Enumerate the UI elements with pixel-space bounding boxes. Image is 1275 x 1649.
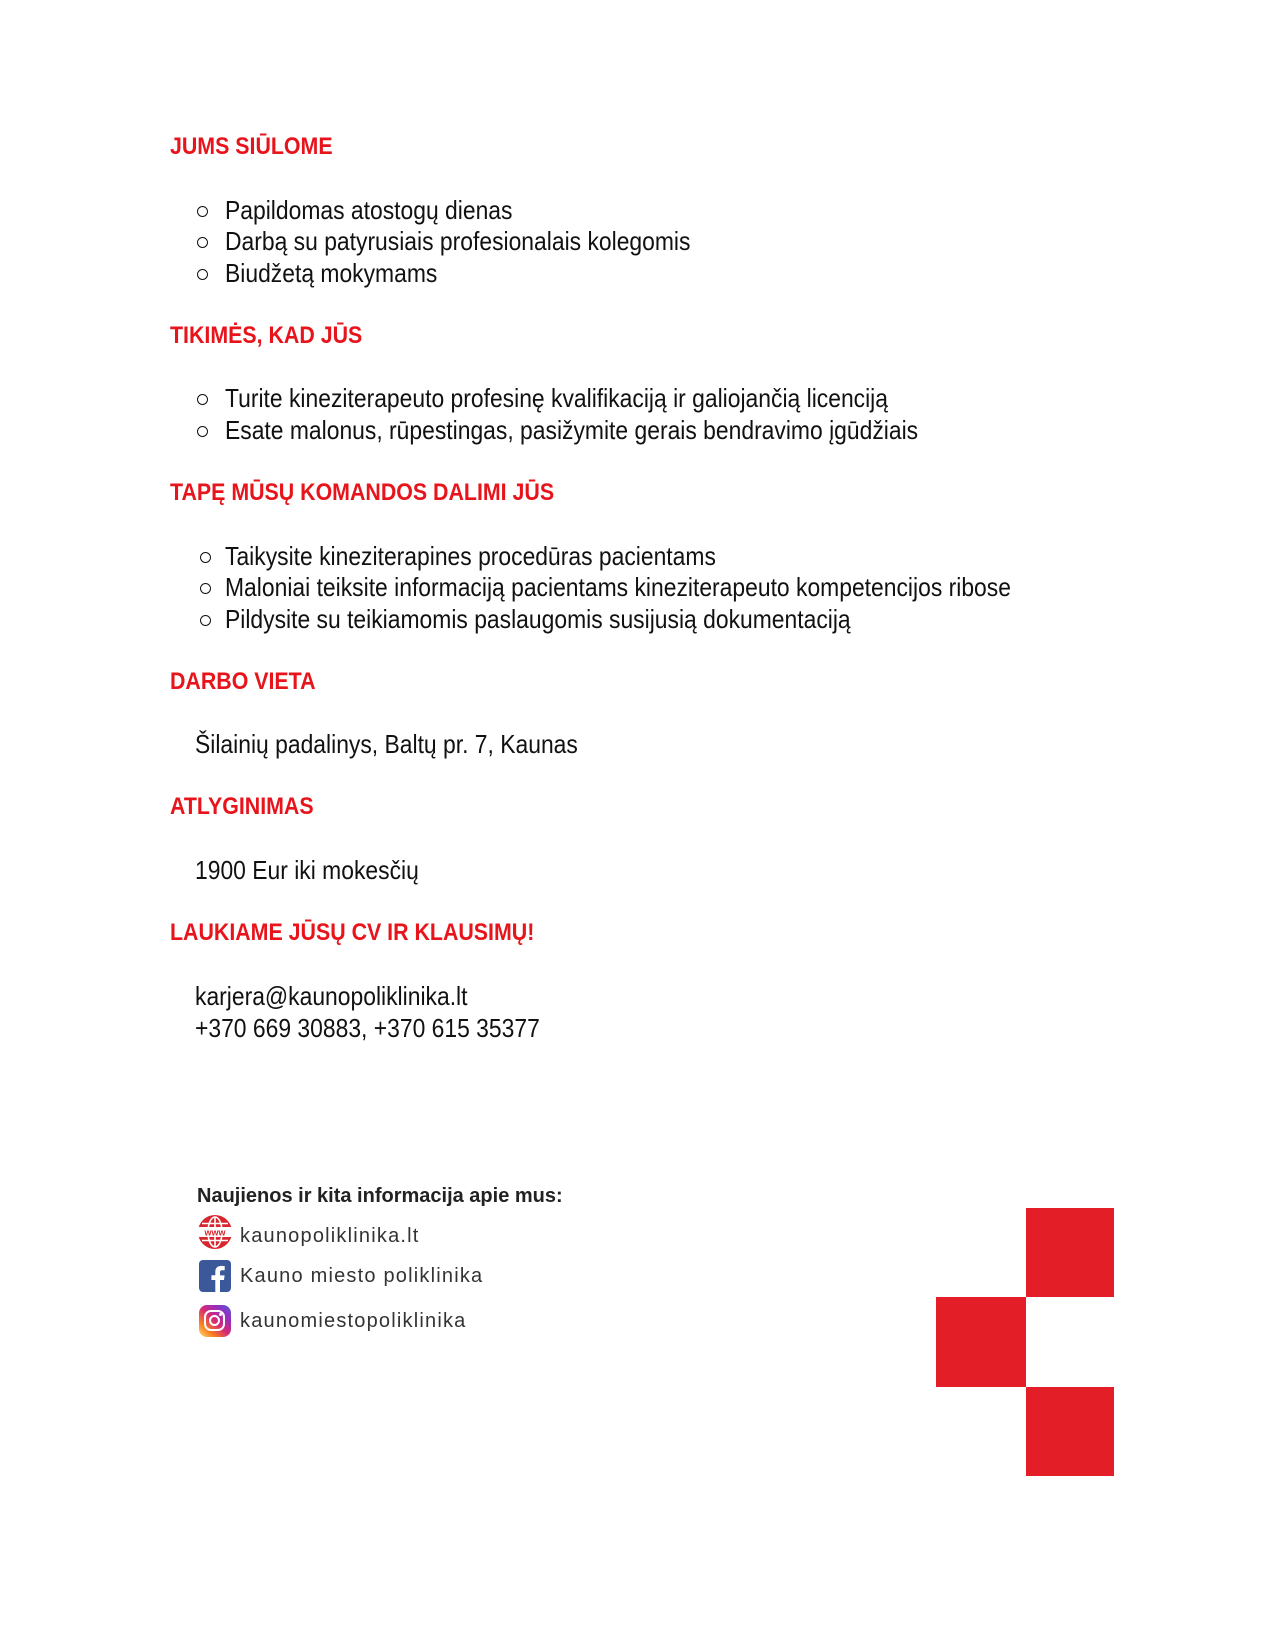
list-item-text: Taikysite kineziterapines procedūras pacientams xyxy=(225,541,716,571)
bullet-circle-icon xyxy=(197,394,208,405)
facebook-link-text: Kauno miesto poliklinika xyxy=(240,1265,484,1287)
section-heading-workplace: DARBO VIETA xyxy=(170,668,316,695)
list-item-text: Esate malonus, rūpestingas, pasižymite gerais bendravimo įgūdžiais xyxy=(225,415,919,445)
contact-phones-text: +370 669 30883, +370 615 35377 xyxy=(195,1013,540,1043)
list-item-text: Papildomas atostogų dienas xyxy=(225,195,513,225)
list-item xyxy=(225,195,552,225)
list-item xyxy=(225,415,1013,445)
facebook-icon xyxy=(199,1260,231,1292)
red-square-bottom xyxy=(1026,1387,1114,1476)
bullet-circle-icon xyxy=(200,583,211,594)
bullet-circle-icon xyxy=(200,552,211,563)
list-item-text: Turite kineziterapeuto profesinę kvalifikaciją ir galiojančią licenciją xyxy=(225,383,888,413)
bullet-circle-icon xyxy=(197,269,208,280)
bullet-circle-icon xyxy=(197,426,208,437)
section-heading-duties: TAPĘ MŪSŲ KOMANDOS DALIMI JŪS xyxy=(170,479,555,506)
footer-link-website[interactable] xyxy=(197,1214,597,1250)
contact-phones xyxy=(195,1013,587,1043)
list-item-text: Pildysite su teikiamomis paslaugomis susijusią dokumentaciją xyxy=(225,604,851,634)
www-globe-icon xyxy=(197,1214,233,1250)
list-item-text: Darbą su patyrusiais profesionalais kolegomis xyxy=(225,226,691,256)
www-icon-label: www xyxy=(204,1227,226,1238)
list-item-text: Maloniai teiksite informaciją pacientams kineziterapeuto kompetencijos ribose xyxy=(225,572,1011,602)
footer-title: Naujienos ir kita informacija apie mus: xyxy=(197,1185,563,1207)
footer-link-facebook[interactable] xyxy=(197,1260,597,1296)
workplace-address xyxy=(195,729,630,759)
list-item xyxy=(225,541,783,571)
instagram-link-text: kaunomiestopoliklinika xyxy=(240,1310,467,1332)
bullet-circle-icon xyxy=(197,206,208,217)
website-link-text: kaunopoliklinika.lt xyxy=(240,1225,420,1247)
contact-email xyxy=(195,981,505,1011)
section-heading-offer: JUMS SIŪLOME xyxy=(170,133,333,160)
list-item-text: Biudžetą mokymams xyxy=(225,258,438,288)
workplace-address-text: Šilainių padalinys, Baltų pr. 7, Kaunas xyxy=(195,729,578,759)
salary-value-text: 1900 Eur iki mokesčių xyxy=(195,855,419,885)
salary-value xyxy=(195,855,449,885)
bullet-circle-icon xyxy=(197,237,208,248)
section-heading-requirements: TIKIMĖS, KAD JŪS xyxy=(170,322,363,349)
list-item xyxy=(225,258,466,288)
red-square-middle xyxy=(936,1297,1026,1387)
section-heading-salary: ATLYGINIMAS xyxy=(170,793,314,820)
instagram-icon xyxy=(199,1305,231,1337)
contact-email-text: karjera@kaunopoliklinika.lt xyxy=(195,981,468,1011)
footer-link-instagram[interactable] xyxy=(197,1305,597,1341)
red-square-top xyxy=(1026,1208,1114,1297)
bullet-circle-icon xyxy=(200,615,211,626)
section-heading-contact: LAUKIAME JŪSŲ CV IR KLAUSIMŲ! xyxy=(170,919,535,946)
list-item xyxy=(225,572,1118,602)
list-item xyxy=(225,226,754,256)
list-item xyxy=(225,604,936,634)
list-item xyxy=(225,383,978,413)
